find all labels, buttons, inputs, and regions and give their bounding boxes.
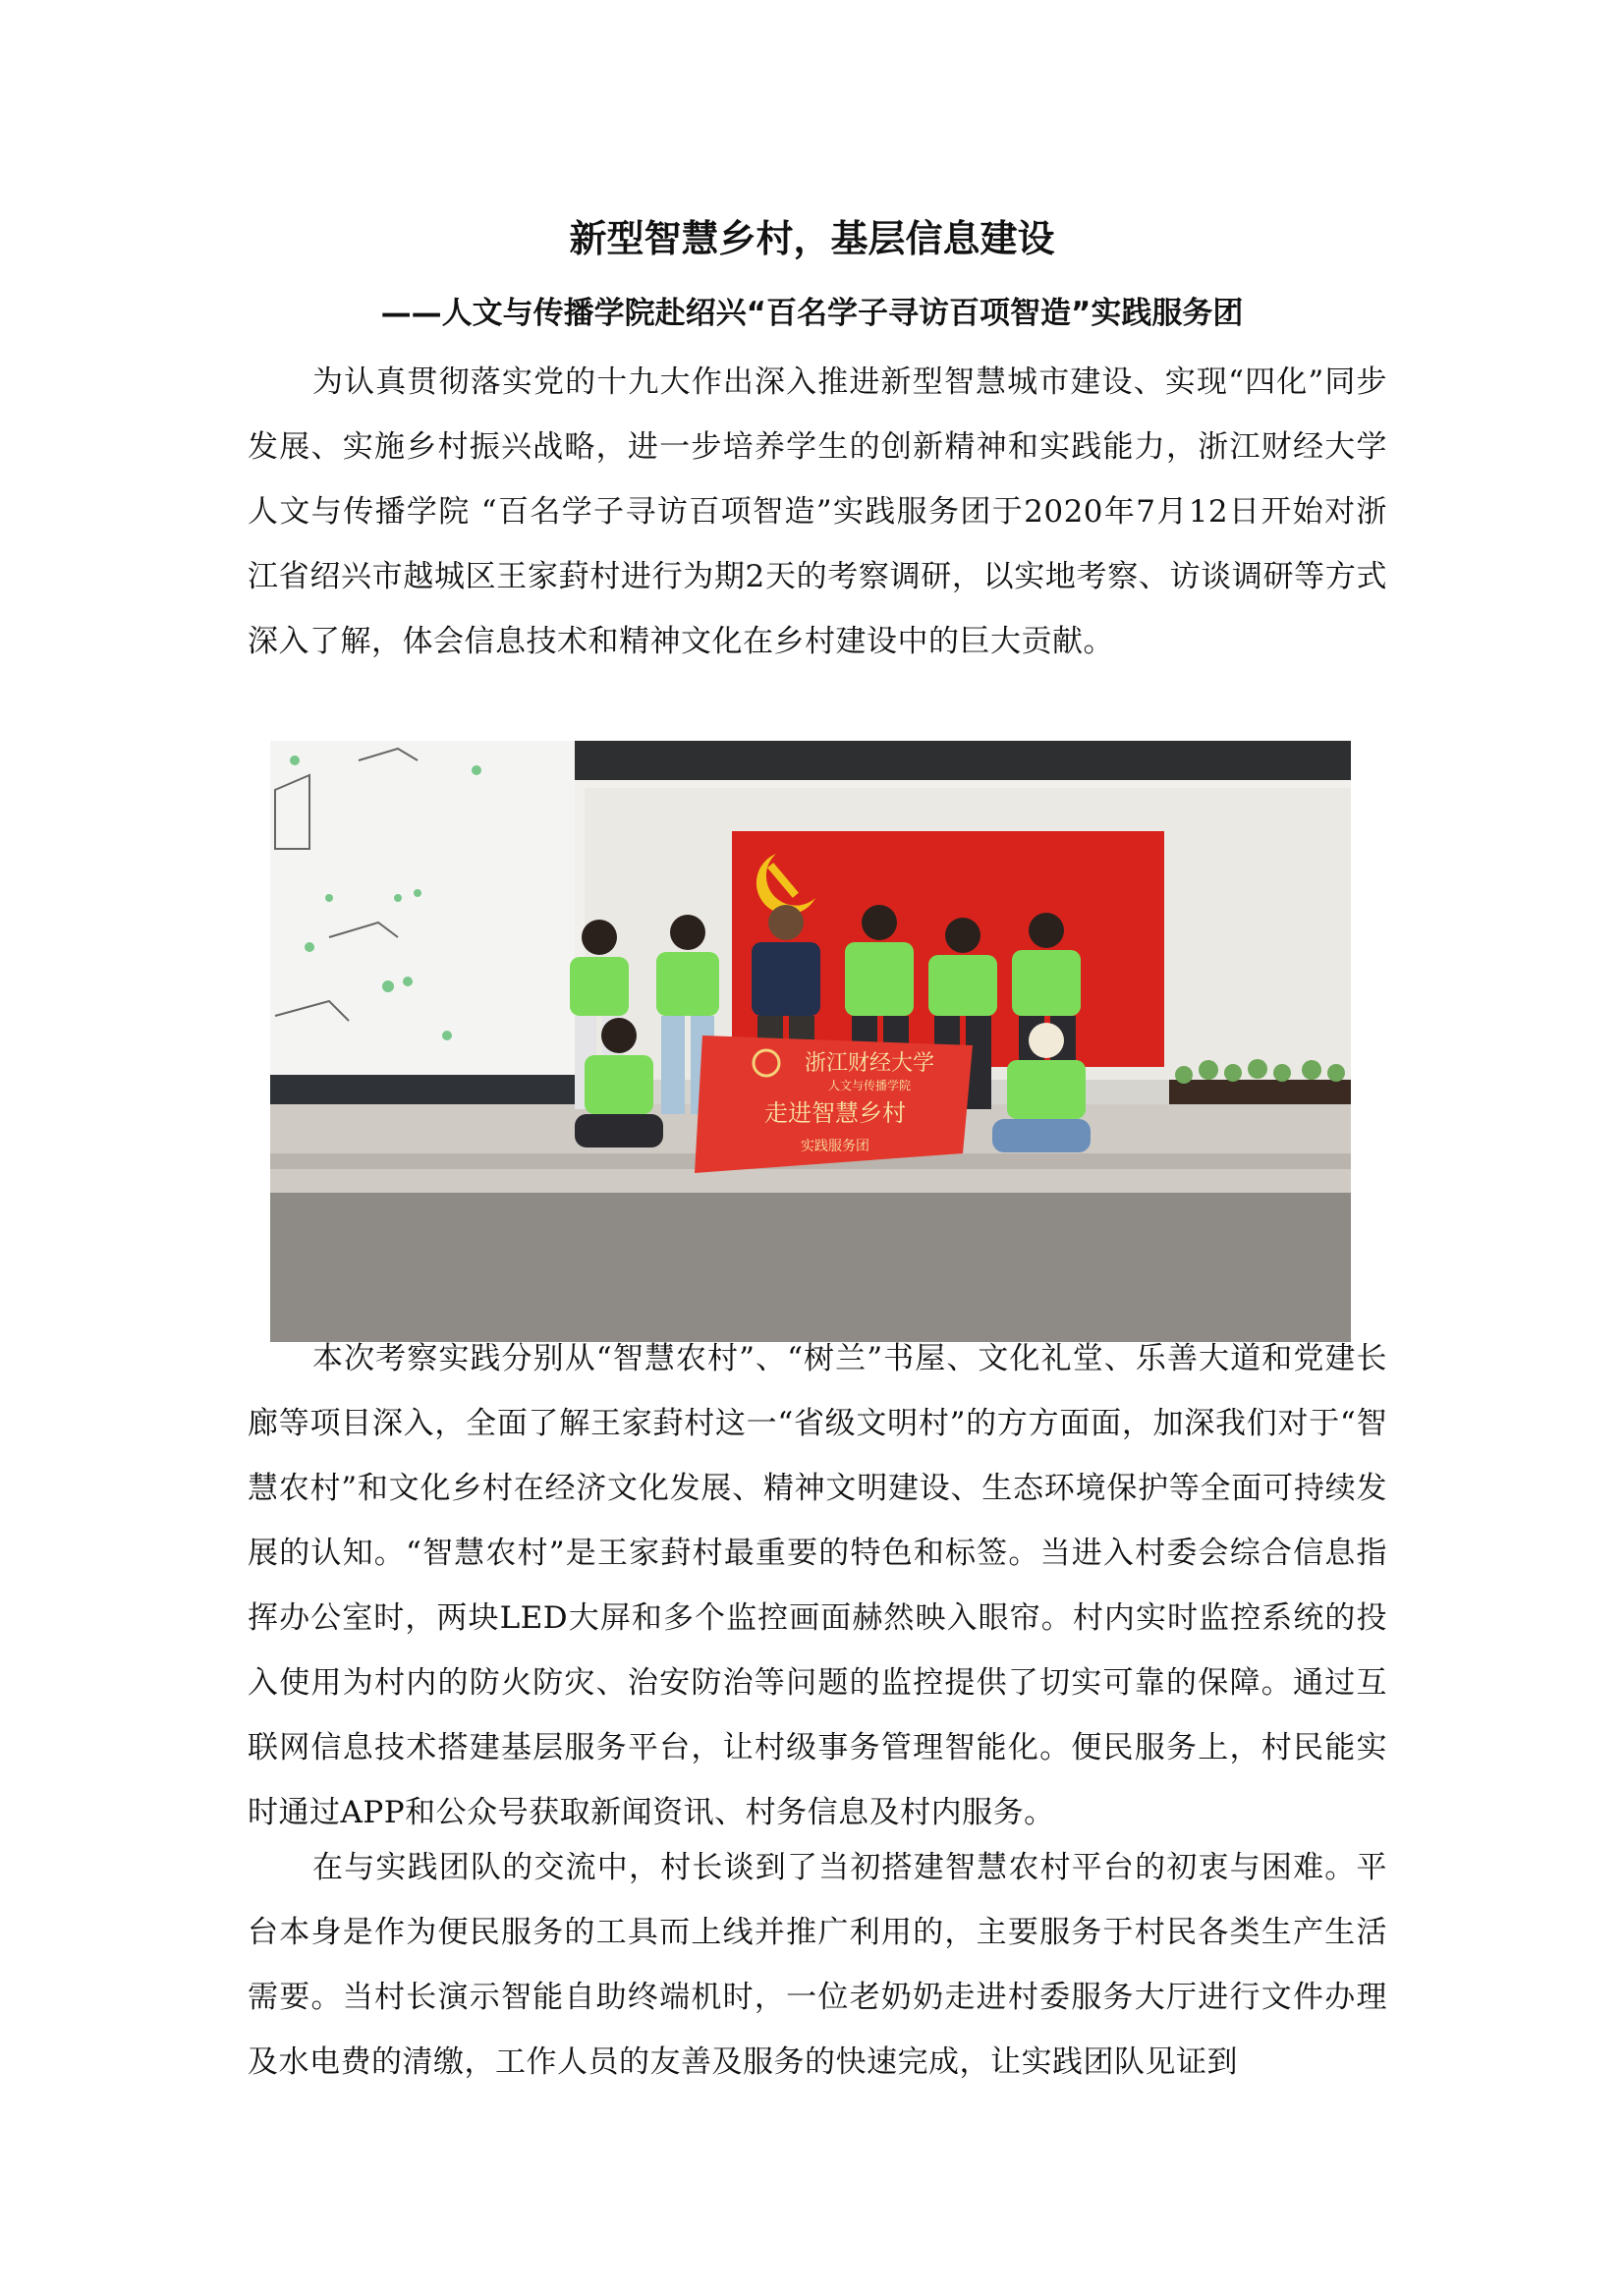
banner-line-3: 走进智慧乡村: [764, 1099, 906, 1127]
banner-line-1: 浙江财经大学: [804, 1051, 935, 1076]
banner-line-4: 实践服务团: [801, 1139, 869, 1154]
roof-tiles: [575, 741, 1351, 780]
painted-wall-left: [270, 741, 575, 1104]
page-subtitle: ——人文与传播学院赴绍兴“百名学子寻访百项智造”实践服务团: [380, 296, 1244, 331]
paragraph-survey: 本次考察实践分别从“智慧农村”、“树兰”书屋、文化礼堂、乐善大道和党建长廊等项目深入，全面了解王家葑村这一“省级文明村”的方方面面，加深我们对于“智慧农村”和文化乡村在经济文化发展、精神文明建设、生态环境保护等全面可持续发展的认知。“智慧农村”是王家葑村最重要的特色和标签。当进入村委会综合信息指挥办公室时，两块LED大屏和多个监控画面赫然映入眼帘。村内实时监控系统的投入使用为村内的防火防灾、治安防治等问题的监控提供了切实可靠的保障。通过互联网信息技术搭建基层服务平台，让村级事务管理智能化。便民服务上，村民能实时通过APP和公众号获取新闻资讯、村务信息及村内服务。: [248, 1341, 1387, 1830]
page-title: 新型智慧乡村，基层信息建设: [569, 217, 1055, 260]
paragraph-intro: 为认真贯彻落实党的十九大作出深入推进新型智慧城市建设、实现“四化”同步发展、实施乡村振兴战略，进一步培养学生的创新精神和实践能力，浙江财经大学人文与传播学院 “百名学子寻访百项智造”实践服务团于2020年7月12日开始对浙江省绍兴市越城区王家葑村进行为期2天的考察调研，以实地考察、访谈调研等方式深入了解，体会信息技术和精神文化在乡村建设中的巨大贡献。: [248, 364, 1387, 659]
paragraph-exchange: 在与实践团队的交流中，村长谈到了当初搭建智慧农村平台的初衷与困难。平台本身是作为便民服务的工具而上线并推广利用的，主要服务于村民各类生产生活需要。当村长演示智能自助终端机时，一位老奶奶走进村委服务大厅进行文件办理及水电费的清缴，工作人员的友善及服务的快速完成，让实践团队见证到: [248, 1850, 1387, 2080]
group-photo: [270, 741, 1351, 1342]
banner-line-2: 人文与传播学院: [827, 1079, 912, 1092]
red-banner: [695, 1036, 973, 1173]
